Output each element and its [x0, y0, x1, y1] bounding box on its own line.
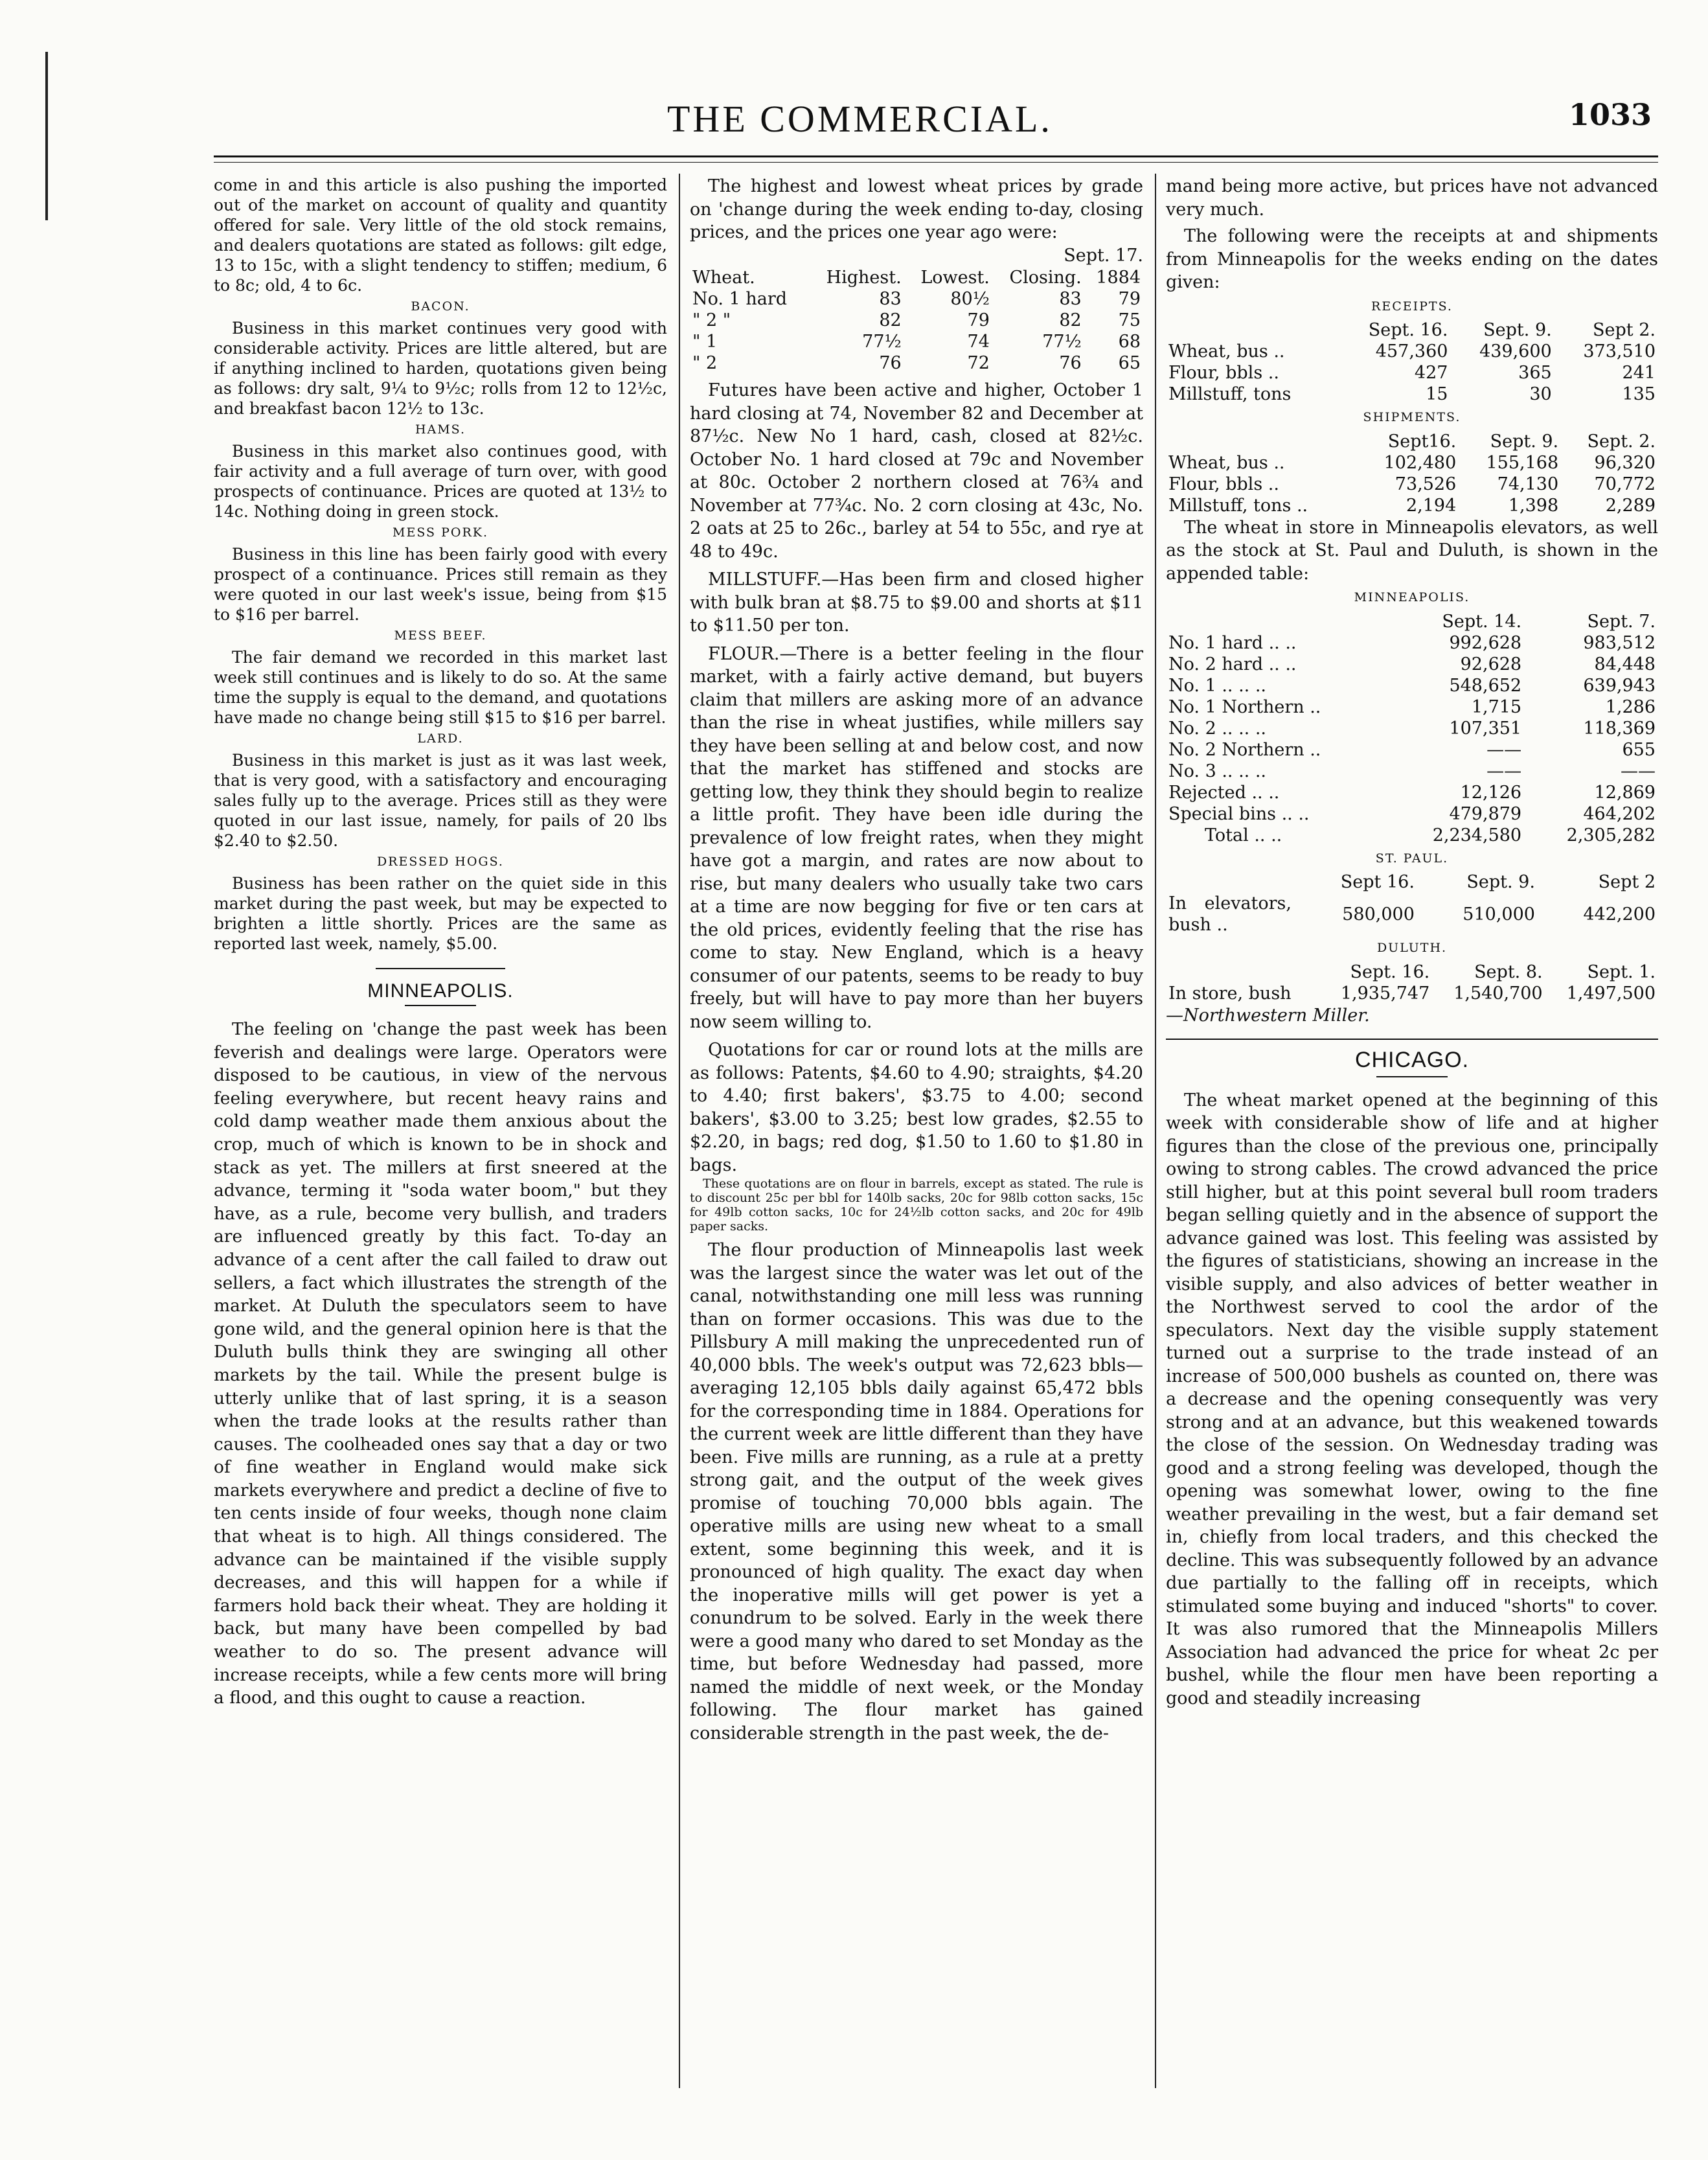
- table-row: [1166, 893, 1658, 936]
- table-cell: 457,360: [1375, 341, 1448, 362]
- table-cell: In elevators, bush ..: [1168, 893, 1292, 935]
- paragraph: The fair demand we recorded in this market last week still continues and is likely to do so. At the same time the supply is equal to the demand, and quotations have made no change being still $15 to $16 per barrel.: [214, 648, 667, 727]
- date-label: Sept. 17.: [1064, 245, 1143, 266]
- paragraph: Business has been rather on the quiet side in this market during the past week, but may be expected to brighten a little shortly. Prices are the same as reported last week, namely, $5.00.: [214, 874, 667, 953]
- paragraph: Business in this market also continues good, with fair activity and a full average of turn over, with good prospects of continuance. Prices are quoted at 13½ to 14c. Nothing doing in green stock.: [214, 442, 667, 521]
- table-cell: 992,628: [1449, 632, 1522, 653]
- table-cell: No. 1 hard .. ..: [1168, 632, 1297, 653]
- section-heading: HAMS.: [415, 422, 466, 437]
- table-cell: Wheat, bus ..: [1168, 452, 1285, 473]
- table-cell: Total .. ..: [1205, 825, 1282, 845]
- paragraph: come in and this article is also pushing the imported out of the market on account of quality and quantity offered for sale. Very little of the old stock remains, and dealers quotations are stated as follows: gilt edge, 13 to 15c, with a slight tendency to stiffen; medium, 6 to 8c; old, 4 to 6c.: [214, 176, 667, 295]
- column-header: Sept. 16.: [1350, 961, 1430, 982]
- paragraph: FLOUR.—There is a better feeling in the flour market, with a fairly active demand, but buyers claim that millers are asking more of an advance than the rise in wheat justifies, while millers say they have been selling at and below cost, and now that the market has stiffened and stocks are getting low, they think they should begin to realize a little profit. They have been idle during the prevalence of low freight rates, when they might have got a margin, and rates are now about to rise, but many dealers who usually take two cars at a time are now begging for five or ten cars at the old prices, evidently feeling that the rise has come to stay. New England, which is a heavy consumer of our patents, seems to be ready to buy freely, but will have to pay more than her buyers now seem willing to.: [690, 643, 1143, 1032]
- table-cell: No. 2 hard .. ..: [1168, 654, 1297, 674]
- table-row: [690, 310, 1143, 331]
- table-cell: Flour, bbls ..: [1168, 474, 1279, 494]
- page-number: 1033: [1568, 97, 1652, 132]
- table-row: [1166, 739, 1658, 761]
- table-cell: 155,168: [1486, 452, 1559, 473]
- footnote: These quotations are on flour in barrels, except as stated. The rule is to discount 25c per bbl for 140lb sacks, 20c for 98lb cotton sacks, 15c for 49lb cotton sacks, 10c for 24½lb cotton sacks, and 20c for 49lb paper sacks.: [690, 1177, 1143, 1234]
- paragraph: The flour production of Minneapolis last week was the largest since the water was let out of the canal, notwithstanding one mill less was running than on former occasions. This was due to the Pillsbury A mill making the unprecedented run of 40,000 bbls. The week's output was 72,623 bbls—averaging 12,105 bbls daily against 65,472 bbls for the corresponding time in 1884. Operations for the current week are little different than they have been. Five mills are running, as a rule at a pretty strong gait, and the output of the week gives promise of touching 70,000 bbls again. The operative mills are using new wheat to a small extent, some beginning this week, and it is pronounced of high quality. The exact day when the inoperative mills will get power is yet a conundrum to be solved. Early in the week there were a good many who dared to set Monday as the time, but before Wednesday had passed, more named the middle of next week, or the Monday following. The flour market has gained considerable strength in the past week, the de-: [690, 1240, 1143, 1743]
- duluth-table: [1166, 961, 1658, 1004]
- paragraph: The following were the receipts at and shipments from Minneapolis for the weeks ending on the dates given:: [1166, 226, 1658, 292]
- paragraph: Business in this market continues very good with considerable activity. Prices are little altered, but are if anything inclined to harden, quotations given being as follows: dry salt, 9¼ to 9½c; rolls from 12 to 12½c, and breakfast bacon 12½ to 13c.: [214, 319, 667, 418]
- table-row: [1166, 654, 1658, 675]
- table-cell: 983,512: [1583, 632, 1656, 653]
- table-cell: No. 1 Northern ..: [1168, 696, 1321, 717]
- table-row: [1166, 384, 1658, 405]
- table-heading: RECEIPTS.: [1371, 299, 1453, 314]
- table-cell: 118,369: [1583, 718, 1656, 739]
- column-header: Sept. 9.: [1490, 431, 1559, 452]
- table-cell: Flour, bbls ..: [1168, 363, 1279, 383]
- column-header: Sept 2: [1598, 872, 1656, 892]
- table-cell: Special bins .. ..: [1168, 803, 1310, 824]
- table-cell: 79: [1118, 289, 1141, 309]
- table-cell: 15: [1426, 384, 1448, 404]
- column-header: Sept. 16.: [1368, 320, 1448, 340]
- section-rule: [405, 1005, 476, 1006]
- table-cell: 74: [967, 332, 990, 352]
- table-cell: Wheat, bus ..: [1168, 341, 1285, 362]
- table-cell: ——: [1486, 761, 1522, 781]
- table-cell: ——: [1621, 761, 1656, 781]
- table-cell: 12,126: [1460, 782, 1522, 803]
- table-cell: 68: [1118, 332, 1141, 352]
- section-rule: [1166, 1039, 1658, 1040]
- table-cell: No. 1 hard: [692, 289, 788, 309]
- table-cell: 2,234,580: [1432, 825, 1522, 845]
- table-cell: Millstuff, tons ..: [1168, 495, 1308, 516]
- stpaul-table: [1166, 871, 1658, 936]
- margin-mark: [45, 52, 48, 220]
- paragraph: The highest and lowest wheat prices by grade on 'change during the week ending to-day, closing prices, and the prices one year ago were:: [690, 176, 1143, 242]
- section-heading: MESS PORK.: [393, 525, 488, 540]
- price-table: [690, 267, 1143, 374]
- table-cell: 580,000: [1342, 904, 1415, 925]
- column-header: Wheat.: [692, 268, 755, 288]
- table-heading: MINNEAPOLIS.: [1354, 590, 1470, 604]
- table-cell: 655: [1622, 739, 1656, 760]
- column-header: Sept16.: [1387, 431, 1457, 452]
- table-cell: No. 1 .. .. ..: [1168, 675, 1266, 696]
- table-cell: 107,351: [1449, 718, 1522, 739]
- table-cell: 1,398: [1508, 495, 1559, 516]
- section-heading: LARD.: [417, 731, 464, 746]
- column-header: Sept. 1.: [1587, 961, 1656, 982]
- section-rule: [376, 968, 505, 969]
- column-header: Closing.: [1009, 268, 1082, 288]
- table-row: [1166, 675, 1658, 696]
- table-cell: 548,652: [1449, 675, 1522, 696]
- table-cell: 479,879: [1449, 803, 1522, 824]
- column-3: [1166, 175, 1658, 1710]
- section-title: MINNEAPOLIS.: [367, 980, 514, 1002]
- column-header: Lowest.: [920, 268, 990, 288]
- column-divider: [1155, 174, 1156, 2088]
- table-cell: ——: [1486, 739, 1522, 760]
- page-header: [214, 97, 1658, 143]
- table-cell: 74,130: [1497, 474, 1559, 494]
- column-header: Sept. 9.: [1466, 872, 1535, 892]
- table-row: [1166, 362, 1658, 384]
- table-cell: 83: [879, 289, 902, 309]
- table-cell: 30: [1529, 384, 1552, 404]
- table-row: [1166, 495, 1658, 516]
- column-2: [690, 175, 1143, 1745]
- table-row: [1166, 718, 1658, 739]
- paragraph: mand being more active, but prices have not advanced very much.: [1166, 176, 1658, 220]
- receipts-table: [1166, 319, 1658, 405]
- masthead: THE COMMERCIAL.: [667, 98, 1053, 140]
- table-cell: 102,480: [1383, 452, 1457, 473]
- table-cell: 439,600: [1479, 341, 1552, 362]
- table-row: [1166, 803, 1658, 825]
- table-cell: 96,320: [1594, 452, 1656, 473]
- table-cell: 83: [1059, 289, 1082, 309]
- column-header: 1884: [1096, 268, 1141, 288]
- table-row: [690, 331, 1143, 352]
- column-header: Sept. 9.: [1483, 320, 1552, 340]
- table-row: [1166, 452, 1658, 474]
- table-cell: 12,869: [1594, 782, 1656, 803]
- paragraph: The feeling on 'change the past week has been feverish and dealings were large. Operators were disposed to be cautious, in view of the nervous feeling everywhere, but recent heavy rains and cold damp weather made them anxious about the crop, much of which is known to be in shock and stack as yet. The millers at first sneered at the advance, terming it "soda water boom," but they have, as a rule, become very bullish, and traders are influenced greatly by this fact. To-day an advance of a cent after the call failed to draw out sellers, a fact which illustrates the strength of the market. At Duluth the speculators seem to have gone wild, and the general opinion here is that the Duluth bulls think they are swinging all other markets by the tail. While the present bulge is utterly unlike that of last spring, it is a season when the trade looks at the results rather than causes. The coolheaded ones say that a day or two of fine weather in England would make sick markets everywhere and predict a decline of five to ten cents inside of four weeks, though none claim that wheat is to high. All things considered. The advance can be maintained if the visible supply decreases, and this will happen for a while if farmers hold back their wheat. They are holding it back, but many have been compelled by bad weather to do so. The present advance will increase receipts, while a few cents more will bring a flood, and this ought to cause a reaction.: [214, 1019, 667, 1708]
- table-cell: 2,194: [1406, 495, 1457, 516]
- table-cell: 365: [1518, 363, 1552, 383]
- attribution: —Northwestern Miller.: [1166, 1005, 1370, 1026]
- table-cell: 82: [879, 310, 902, 330]
- table-cell: " 1: [692, 332, 718, 352]
- paragraph: Business in this line has been fairly good with every prospect of a continuance. Prices still remain as they were quoted in our last week's issue, being from $15 to $16 per barrel.: [214, 545, 667, 624]
- table-cell: 442,200: [1583, 904, 1656, 925]
- table-cell: 510,000: [1463, 904, 1535, 925]
- shipments-table: [1166, 431, 1658, 516]
- column-1: [214, 175, 667, 1710]
- table-cell: 73,526: [1395, 474, 1457, 494]
- table-cell: 77½: [1042, 332, 1082, 352]
- table-cell: 82: [1059, 310, 1082, 330]
- table-cell: 464,202: [1583, 803, 1656, 824]
- column-divider: [679, 174, 680, 2088]
- table-heading: SHIPMENTS.: [1363, 410, 1461, 424]
- table-cell: Millstuff, tons: [1168, 384, 1292, 404]
- table-cell: 92,628: [1460, 654, 1522, 674]
- section-heading: DRESSED HOGS.: [377, 855, 504, 869]
- table-cell: 75: [1118, 310, 1141, 330]
- table-row: [1166, 696, 1658, 718]
- table-cell: No. 3 .. .. ..: [1168, 761, 1266, 781]
- table-cell: " 2 ": [692, 310, 731, 330]
- table-row: [1166, 782, 1658, 803]
- table-cell: 241: [1622, 363, 1656, 383]
- table-cell: Rejected .. ..: [1168, 782, 1280, 803]
- column-header: Highest.: [826, 268, 902, 288]
- table-row: [1166, 474, 1658, 495]
- table-cell: 76: [879, 353, 902, 373]
- table-cell: " 2: [692, 353, 718, 373]
- section-title: CHICAGO.: [1354, 1048, 1470, 1072]
- column-header: Sept. 8.: [1474, 961, 1543, 982]
- section-heading: MESS BEEF.: [394, 628, 487, 643]
- table-cell: 373,510: [1583, 341, 1656, 362]
- table-cell: 77½: [862, 332, 902, 352]
- section-rule: [1376, 1076, 1448, 1077]
- table-cell: 2,305,282: [1566, 825, 1656, 845]
- paragraph: Futures have been active and higher, October 1 hard closing at 74, November 82 and December at 87½c. New No 1 hard, cash, closed at 82½c. October No. 1 hard closed at 79c and November at 80c. October 2 northern closed at 76¾ and November at 77¾c. No. 2 corn closing at 43c, No. 2 oats at 25 to 26c., barley at 54 to 55c, and rye at 48 to 49c.: [690, 380, 1143, 562]
- table-row: [1166, 632, 1658, 654]
- table-cell: No. 2 Northern ..: [1168, 739, 1321, 760]
- table-cell: 427: [1414, 363, 1448, 383]
- table-cell: 135: [1622, 384, 1656, 404]
- table-cell: 1,497,500: [1566, 983, 1656, 1004]
- paragraph: The wheat in store in Minneapolis elevators, as well as the stock at St. Paul and Duluth, is shown in the appended table:: [1166, 517, 1658, 584]
- table-row: [1166, 341, 1658, 362]
- paragraph: Quotations for car or round lots at the mills are as follows: Patents, $4.60 to 4.90; straights, $4.20 to 4.40; first bakers', $3.75 to 4.00; second bakers', $3.00 to 3.25; best low grades, $2.55 to $2.20, in bags; red dog, $1.50 to 1.60 to $1.80 in bags.: [690, 1040, 1143, 1175]
- table-cell: In store, bush: [1168, 983, 1292, 1004]
- table-cell: 84,448: [1594, 654, 1656, 674]
- paragraph: MILLSTUFF.—Has been firm and closed higher with bulk bran at $8.75 to $9.00 and shorts at $11 to $11.50 per ton.: [690, 569, 1143, 636]
- column-header: Sept. 7.: [1587, 611, 1656, 632]
- store-table: [1166, 611, 1658, 846]
- table-cell: 70,772: [1594, 474, 1656, 494]
- header-rule: [214, 155, 1658, 157]
- table-cell: 80½: [950, 289, 990, 309]
- table-cell: 1,935,747: [1340, 983, 1430, 1004]
- paragraph: Business in this market is just as it was last week, that is very good, with a satisfactory and encouraging sales fully up to the average. Prices still as they were quoted in our last issue, namely, for pails of 20 lbs $2.40 to $2.50.: [214, 751, 667, 850]
- table-cell: 1,540,700: [1453, 983, 1543, 1004]
- table-cell: 639,943: [1583, 675, 1656, 696]
- table-row: [690, 288, 1143, 310]
- table-cell: 2,289: [1605, 495, 1656, 516]
- table-cell: 76: [1059, 353, 1082, 373]
- header-rule-thin: [214, 162, 1658, 163]
- table-heading: DULUTH.: [1376, 941, 1448, 955]
- section-heading: BACON.: [411, 299, 470, 314]
- table-cell: 72: [967, 353, 990, 373]
- table-cell: 1,286: [1605, 696, 1656, 717]
- table-total-row: [1166, 825, 1658, 846]
- table-cell: 79: [967, 310, 990, 330]
- table-cell: 65: [1118, 353, 1141, 373]
- column-header: Sept 2.: [1593, 320, 1656, 340]
- column-header: Sept 16.: [1340, 872, 1415, 892]
- column-header: Sept. 2.: [1587, 431, 1656, 452]
- table-row: [1166, 983, 1658, 1004]
- paragraph: The wheat market opened at the beginning of this week with considerable show of life and at higher figures than the close of the previous one, principally owing to strong cables. The crowd advanced the price still higher, but at this point several bull room traders began selling quietly and in the absence of support the advance gained was lost. This feeling was assisted by the figures of statisticians, showing an increase in the visible supply, and also advices of better weather in the Northwest served to cool the ardor of the speculators. Next day the visible supply statement turned out a surprise to the trade instead of an increase of 500,000 bushels as counted on, there was a decrease and the opening consequently was very strong and at an advance, but this weakened towards the close of the session. On Wednesday trading was good and a strong feeling was developed, though the opening was somewhat lower, owing to the fine weather prevailing in the west, but a fair demand set in, chiefly from local traders, and this checked the decline. This was subsequently followed by an advance due partially to the falling off in receipts, which stimulated some buying and induced "shorts" to cover. It was also rumored that the Minneapolis Millers Association had advanced the price for wheat 2c per bushel, while the flour men have been reporting a good and steadily increasing: [1166, 1090, 1658, 1708]
- column-header: Sept. 14.: [1442, 611, 1522, 632]
- table-cell: No. 2 .. .. ..: [1168, 718, 1266, 739]
- table-heading: ST. PAUL.: [1375, 851, 1449, 866]
- table-row: [1166, 761, 1658, 782]
- table-row: [690, 352, 1143, 374]
- table-cell: 1,715: [1471, 696, 1522, 717]
